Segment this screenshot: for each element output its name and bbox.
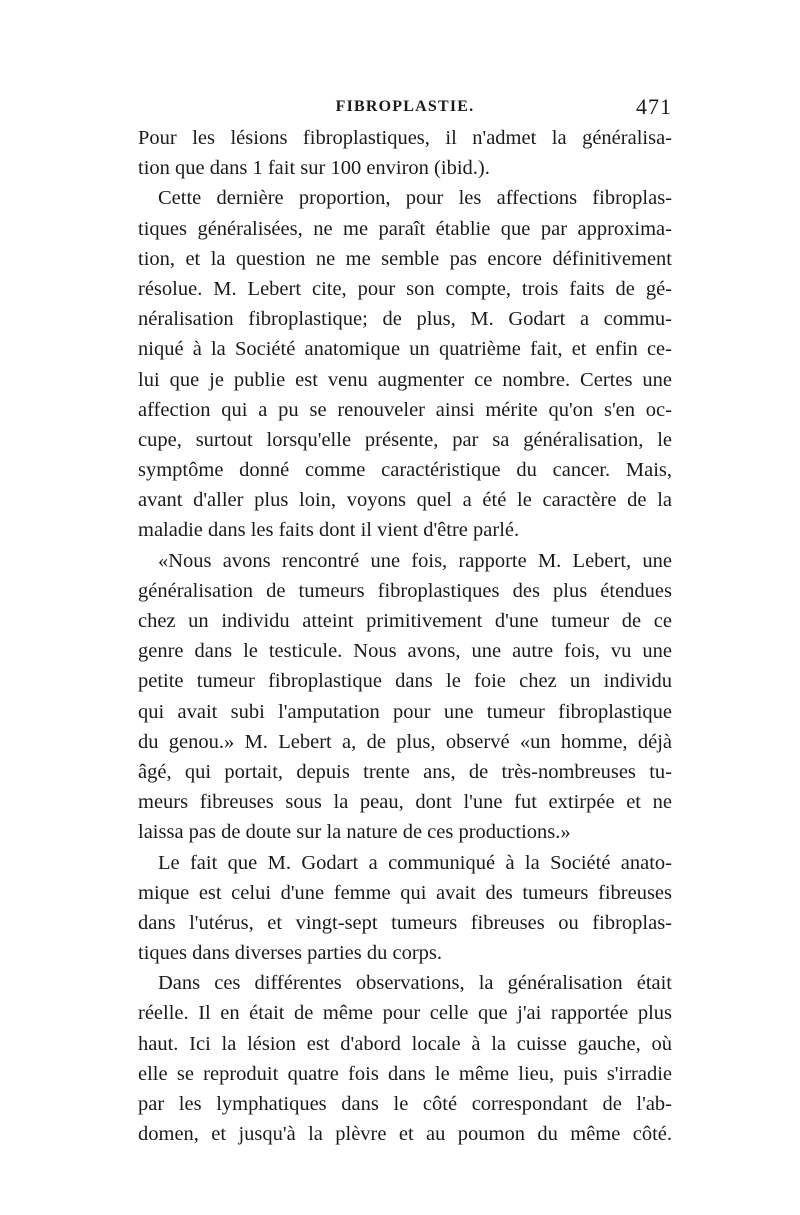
text-line: généralisation de tumeurs fibroplastiques des plus étendues <box>138 579 672 602</box>
text-line: résolue. M. Lebert cite, pour son compte, trois faits de gé- <box>138 277 672 300</box>
text-line: chez un individu atteint primitivement d'une tumeur de ce <box>138 610 672 632</box>
text-line: tion que dans 1 fait sur 100 environ (ibid.). <box>138 157 490 180</box>
text-line: Le fait que M. Godart a communiqué à la Société anato- <box>158 851 672 874</box>
text-line: par les lymphatiques dans le côté correspondant de l'ab- <box>138 1093 672 1115</box>
text-line: symptôme donné comme caractéristique du cancer. Mais, <box>138 459 672 482</box>
text-line: avant d'aller plus loin, voyons quel a été le caractère de la <box>138 489 672 512</box>
text-line: affection qui a pu se renouveler ainsi mérite qu'on s'en oc- <box>138 398 672 421</box>
text-line: domen, et jusqu'à la plèvre et au poumon du même côté. <box>138 1123 672 1146</box>
text-line: tiques dans diverses parties du corps. <box>138 942 443 965</box>
text-line: genre dans le testicule. Nous avons, une autre fois, vu une <box>138 640 672 663</box>
text-line: tion, et la question ne me semble pas encore définitivement <box>138 247 672 270</box>
text-line: Cette dernière proportion, pour les affections fibroplas- <box>158 187 672 210</box>
text-line: Pour les lésions fibroplastiques, il n'admet la généralisa- <box>138 127 672 149</box>
page-number: 471 <box>636 94 672 119</box>
text-line: Dans ces différentes observations, la généralisation était <box>158 972 672 995</box>
text-line: tiques généralisées, ne me paraît établie que par approxima- <box>138 217 672 240</box>
text-line: néralisation fibroplastique; de plus, M. Godart a commu- <box>138 308 672 331</box>
text-line: lui que je publie est venu augmenter ce nombre. Certes une <box>138 368 672 391</box>
text-line: du genou.» M. Lebert a, de plus, observé «un homme, déjà <box>138 730 672 753</box>
text-line: «Nous avons rencontré une fois, rapporte M. Lebert, une <box>158 549 672 572</box>
text-line: dans l'utérus, et vingt-sept tumeurs fibreuses ou fibroplas- <box>138 911 672 934</box>
text-line: meurs fibreuses sous la peau, dont l'une fut extirpée et ne <box>138 791 672 814</box>
text-line: âgé, qui portait, depuis trente ans, de très-nombreuses tu- <box>138 760 672 783</box>
text-line: qui avait subi l'amputation pour une tumeur fibroplastique <box>138 700 672 723</box>
text-line: cupe, surtout lorsqu'elle présente, par sa généralisation, le <box>138 428 672 451</box>
text-line: haut. Ici la lésion est d'abord locale à la cuisse gauche, où <box>138 1032 672 1055</box>
text-line: mique est celui d'une femme qui avait des tumeurs fibreuses <box>138 881 672 904</box>
text-line: petite tumeur fibroplastique dans le foie chez un individu <box>138 670 672 693</box>
running-title: FIBROPLASTIE. <box>335 98 475 115</box>
body-text <box>138 123 672 1149</box>
text-line: elle se reproduit quatre fois dans le même lieu, puis s'irradie <box>138 1062 672 1085</box>
text-line: niqué à la Société anatomique un quatrième fait, et enfin ce- <box>138 338 672 361</box>
text-line: réelle. Il en était de même pour celle que j'ai rapportée plus <box>138 1002 672 1025</box>
text-line: maladie dans les faits dont il vient d'être parlé. <box>138 519 520 542</box>
text-line: laissa pas de doute sur la nature de ces productions.» <box>138 821 571 844</box>
